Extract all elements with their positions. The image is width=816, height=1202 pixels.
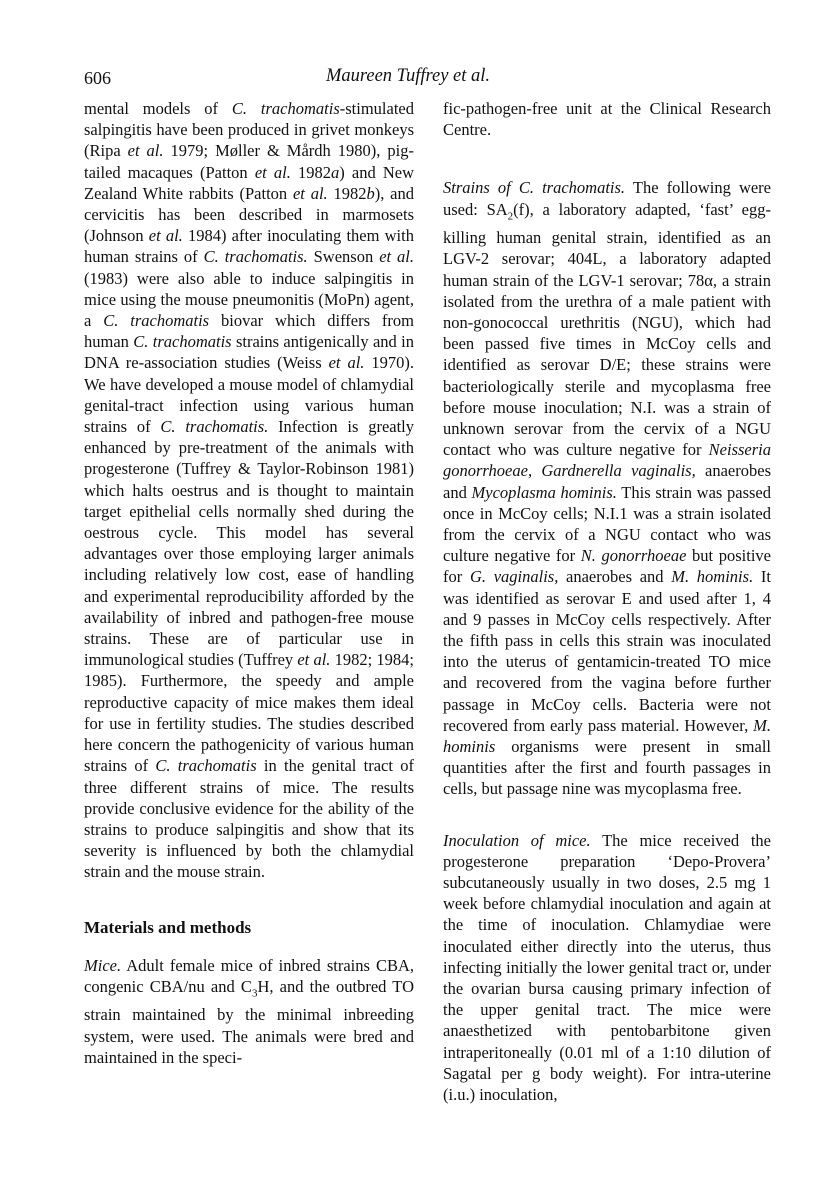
text-run: strains antigenically and in DNA re-association studies (Weiss [84, 332, 414, 373]
text-run: but positive for [443, 546, 771, 587]
right-column [443, 98, 771, 1105]
text-run: ) and New Zealand White rabbits (Patton [84, 162, 414, 203]
text-run: G. vaginalis, [469, 567, 559, 587]
text-run: et al. [297, 650, 331, 670]
text-run: Strains of C. trachomatis. [443, 178, 626, 198]
text-run: Neisseria gonorrhoeae, Gardnerella vaginalis, [443, 440, 771, 481]
strains-paragraph [443, 177, 771, 799]
text-run: 1984) after inoculating them with human strains of [84, 226, 414, 267]
running-head: Maureen Tuffrey et al. [325, 66, 491, 86]
text-run: The mice received the progesterone preparation ‘Depo-Provera’ subcutaneously usually in two doses, 2.5 mg 1 week before chlamydial inoculation and again at the time of inoculation. Chlamydiae were inoculated either directly into the uterus, thus infecting initially the lower genital tract or, under the ovarian bursa causing primary infection of the upper genital tract. The mice were anaesthetized with pentobarbitone given intraperitoneally (0.01 ml of a 1:10 dilution of Sagatal per g body weight). For intra-uterine (i.u.) inoculation, [443, 830, 771, 1105]
text-run: 1979; Møller & Mårdh 1980), pig-tailed macaques (Patton [84, 141, 414, 182]
text-run: Inoculation of mice. [443, 830, 591, 850]
text-run: C. trachomatis. [203, 247, 308, 267]
text-run: The following were used: SA [443, 178, 772, 219]
text-run: Swenson [307, 247, 380, 267]
text-run: (f), a laboratory adapted, ‘fast’ egg-killing human genital strain, identified as an LGV-2 serovar; 404L, a laboratory adapted human strain of the LGV-1 serovar; 78α, a strain isolated from the urethra of a male patient with non-gonococcal urethritis (NGU), which had been passed five times in McCoy cells and identified as serovar D/E; these strains were bacteriologically sterile and mycoplasma free before mouse inoculation; N.I. was a strain of unknown serovar from the cervix of a NGU contact who was culture negative for [443, 199, 771, 460]
text-run: H, and the outbred TO strain maintained by the minimal inbreeding system, were used. The animals were bred and maintained in the speci- [84, 976, 414, 1067]
text-run: et al. [379, 247, 415, 267]
text-run: Infection is greatly enhanced by pre-treatment of the animals with progesterone (Tuffrey & Taylor-Robinson 1981) which halts oestrus and is thought to maintain target epithelial cells normally shed during the oestrous cycle. This model has several advantages over those employing larger animals including relatively low cost, ease of handling and experimental reproducibility afforded by the availability of inbred and pathogen-free mouse strains. These are of particular use in immunological studies (Tuffrey [84, 417, 415, 670]
text-run: M. hominis. [671, 567, 754, 587]
text-run: (1983) were also able to induce salpingitis in mice using the mouse pneumonitis (MoPn) agent, a [84, 268, 414, 331]
text-run: C. trachomatis [155, 756, 257, 776]
inoculation-paragraph [443, 830, 771, 1106]
text-run: et al. [328, 353, 365, 373]
text-run: a [330, 162, 340, 182]
continuation-paragraph [443, 98, 771, 140]
mice-paragraph [84, 955, 414, 1068]
text-run: C. trachomatis [133, 332, 232, 352]
text-run: It was identified as serovar E and used after 1, 4 and 9 passes in McCoy cells respectively. After the fifth pass in cells this strain was inoculated into the uterus of gentamicin-treated TO mice and recovered from the vagina before further passage in McCoy cells. Bacteria were not recovered from early pass material. However, [443, 567, 771, 735]
text-run: anaerobes and [558, 567, 672, 587]
text-run: M. hominis [443, 715, 771, 756]
text-run: b [366, 183, 375, 203]
text-run: Mycoplasma hominis. [471, 482, 617, 502]
text-run: This strain was passed once in McCoy cells; N.I.1 was a strain isolated from the cervix of a NGU contact who was culture negative for [443, 482, 771, 566]
text-run: et al. [292, 183, 328, 203]
text-run: -stimulated salpingitis have been produced in grivet monkeys (Ripa [84, 99, 414, 161]
text-run: biovar which differs from human [84, 311, 415, 352]
text-run: Adult female mice of inbred strains CBA, congenic CBA/nu and C [84, 955, 414, 996]
text-run: 1970). We have developed a mouse model of chlamydial genital-tract infection using various human strains of [84, 353, 415, 437]
text-run: et al. [254, 162, 291, 182]
text-run: 1982 [327, 183, 367, 203]
text-run: fic-pathogen-free unit at the Clinical Research Centre. [443, 99, 771, 140]
page-number: 606 [84, 68, 111, 88]
text-run: 1982 [290, 162, 331, 182]
intro-paragraph [84, 98, 414, 883]
text-run: in the genital tract of three different strains of mice. The results provide conclusive evidence for the ability of the strains to produce salpingitis and show that its severity is influenced by both the chlamydial strain and the mouse strain. [84, 756, 414, 882]
text-run: 3 [251, 987, 258, 1000]
text-run: mental models of [84, 99, 232, 118]
text-run: et al. [148, 226, 183, 246]
text-run: N. gonorrhoeae [580, 546, 687, 566]
text-run: organisms were present in small quantities after the first and fourth passages in cells, but passage nine was mycoplasma free. [443, 736, 771, 799]
left-column [84, 98, 414, 1068]
text-run: 2 [507, 209, 514, 222]
text-run: C. trachomatis. [160, 417, 269, 437]
text-run: et al. [127, 141, 164, 161]
text-run: C. trachomatis [231, 99, 340, 118]
text-run: 1982; 1984; 1985). Furthermore, the speedy and ample reproductive capacity of mice makes them ideal for use in fertility studies. The studies described here concern the pathogenicity of various human strains of [84, 650, 414, 776]
text-run: C. trachomatis [103, 311, 210, 331]
text-run: Mice. [84, 955, 122, 975]
text-run: ), and cervicitis has been described in marmosets (Johnson [84, 183, 414, 246]
section-heading: Materials and methods [84, 917, 252, 937]
text-run: anaerobes and [443, 461, 771, 502]
